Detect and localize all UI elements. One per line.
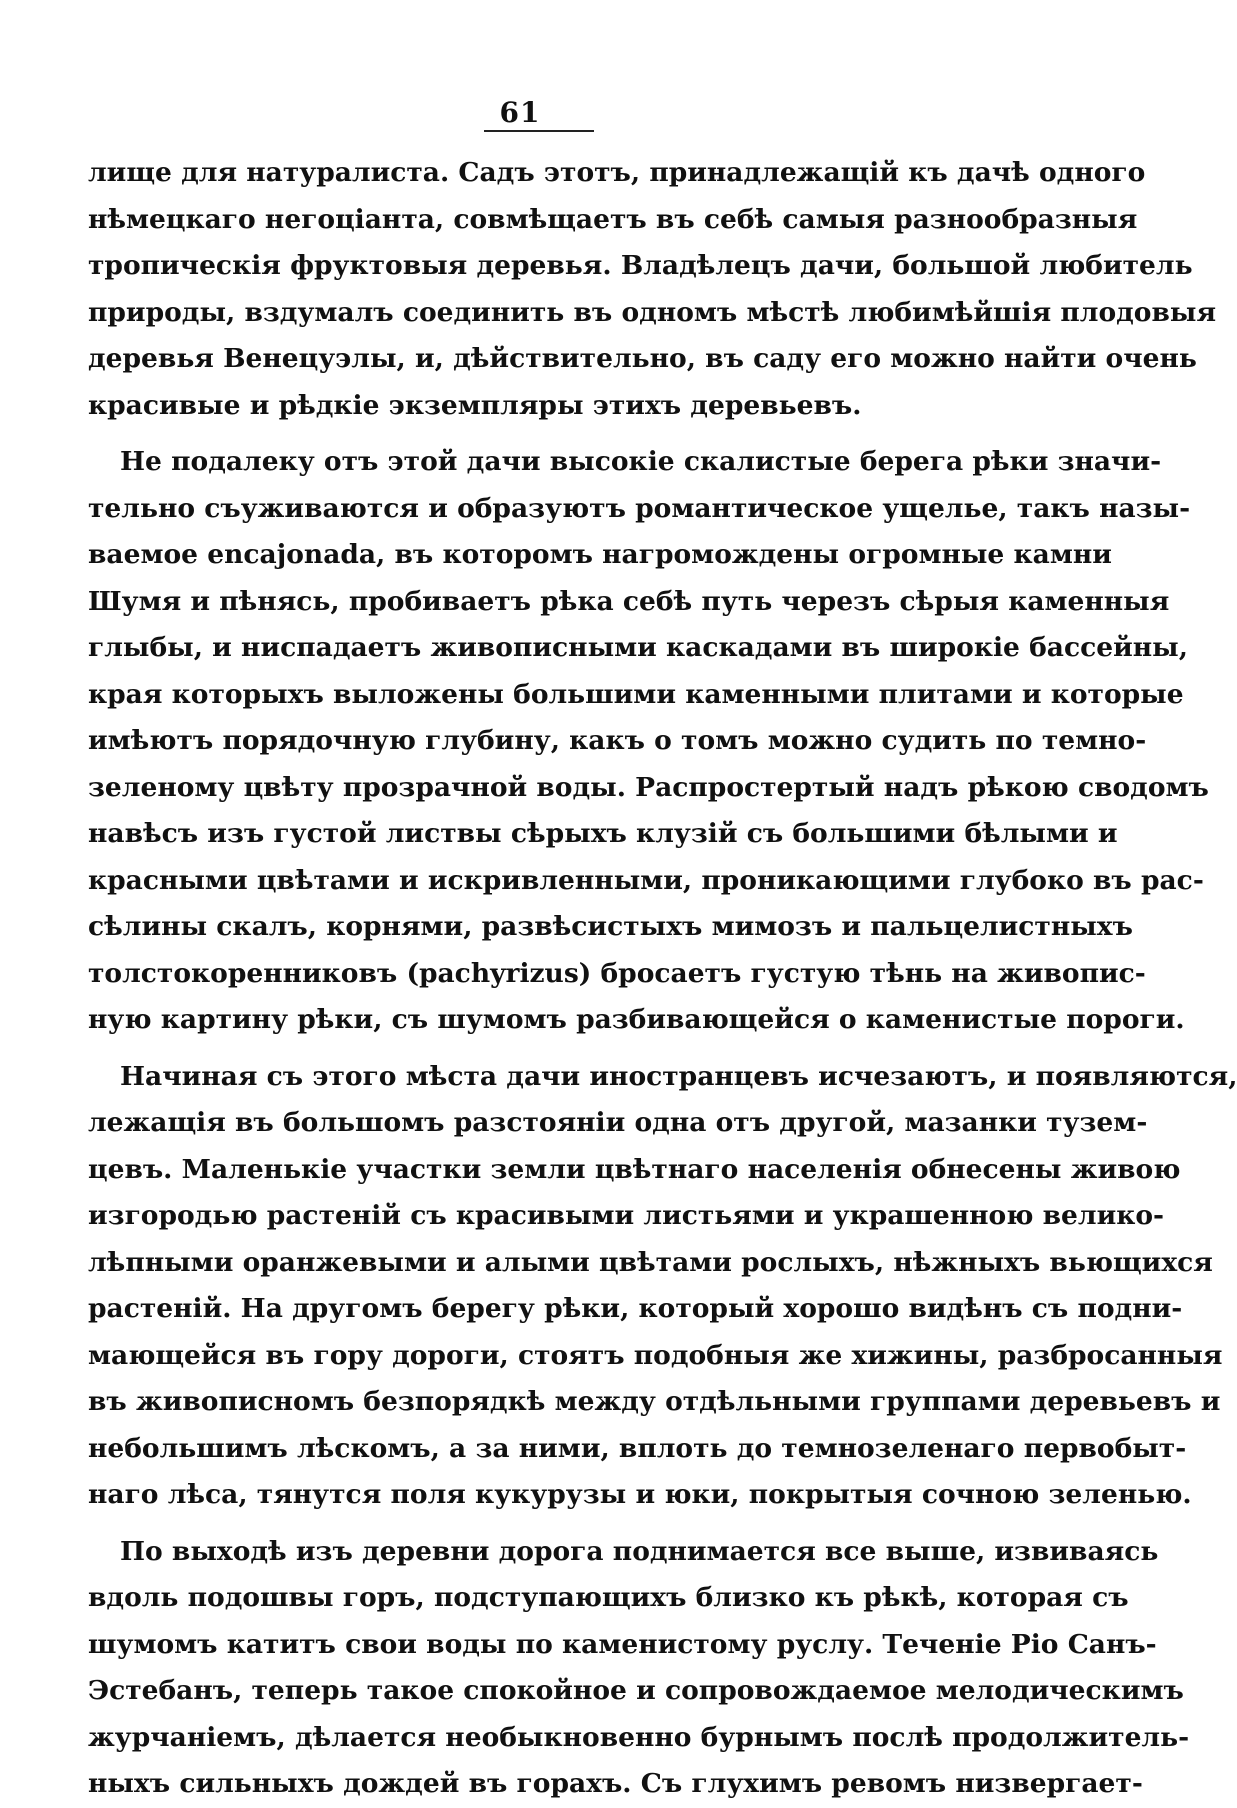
text-line: зеленому цвѣту прозрачной воды. Распростертый надъ рѣкою сводомъ bbox=[88, 771, 1209, 803]
text-line: красными цвѣтами и искривленными, проникающими глубоко въ рас- bbox=[88, 864, 1204, 896]
text-line: толстокоренниковъ (pachyrizus) бросаетъ густую тѣнь на живопис- bbox=[88, 957, 1146, 989]
text-line: глыбы, и ниспадаетъ живописными каскадами въ широкіе бассейны, bbox=[88, 632, 1188, 663]
text-line: природы, вздумалъ соединить въ одномъ мѣстѣ любимѣйшія плодовыя bbox=[88, 296, 1217, 328]
text-line: тропическія фруктовыя деревья. Владѣлецъ дачи, большой любитель bbox=[88, 250, 1193, 281]
text-line: красивые и рѣдкіе экземпляры этихъ деревьевъ. bbox=[88, 389, 862, 421]
text-line: небольшимъ лѣскомъ, а за ними, вплоть до темнозеленаго первобыт- bbox=[88, 1432, 1187, 1464]
text-line: въ живописномъ безпорядкѣ между отдѣльными группами деревьевъ и bbox=[88, 1386, 1221, 1417]
text-line: шумомъ катитъ свои воды по каменистому руслу. Теченіе Ріо Санъ- bbox=[88, 1628, 1157, 1660]
page-number-rule bbox=[484, 130, 594, 132]
text-line: края которыхъ выложены большими каменными плитами и которые bbox=[88, 678, 1184, 710]
text-line: деревья Венецуэлы, и, дѣйствительно, въ саду его можно найти очень bbox=[88, 343, 1197, 374]
text-line: По выходѣ изъ деревни дорога поднимается все выше, извиваясь bbox=[120, 1535, 1159, 1567]
text-line: нѣмецкаго негоціанта, совмѣщаетъ въ себѣ самыя разнообразныя bbox=[88, 203, 1138, 235]
text-line: ваемое encajonada, въ которомъ нагромождены огромные камни bbox=[88, 539, 1112, 570]
text-line: лежащія въ большомъ разстояніи одна отъ другой, мазанки тузем- bbox=[88, 1107, 1148, 1138]
text-line: журчаніемъ, дѣлается необыкновенно бурнымъ послѣ продолжитель- bbox=[88, 1721, 1190, 1753]
text-line: Эстебанъ, теперь такое спокойное и сопровождаемое мелодическимъ bbox=[88, 1675, 1184, 1706]
paragraph-2 bbox=[88, 439, 1209, 1044]
paragraph-3 bbox=[88, 1054, 1237, 1519]
text-line: ную картину рѣки, съ шумомъ разбивающейся о каменистые пороги. bbox=[88, 1004, 1185, 1035]
paragraph-4 bbox=[88, 1529, 1190, 1808]
text-line: растеній. На другомъ берегу рѣки, который хорошо видѣнъ съ подни- bbox=[88, 1293, 1183, 1324]
text-line: Не подалеку отъ этой дачи высокіе скалистые берега рѣки значи- bbox=[120, 446, 1162, 477]
text-line: лѣпными оранжевыми и алыми цвѣтами рослыхъ, нѣжныхъ вьющихся bbox=[88, 1246, 1213, 1278]
text-line: Начиная съ этого мѣста дачи иностранцевъ исчезаютъ, и появляются, bbox=[120, 1060, 1237, 1092]
text-line: цевъ. Маленькіе участки земли цвѣтнаго населенія обнесены живою bbox=[88, 1153, 1181, 1185]
text-line: изгородью растеній съ красивыми листьями и украшенною велико- bbox=[88, 1200, 1165, 1231]
text-line: тельно съуживаются и образуютъ романтическое ущелье, такъ назы- bbox=[88, 492, 1191, 524]
text-line: лище для натуралиста. Садъ этотъ, принадлежащій къ дачѣ одного bbox=[88, 157, 1146, 188]
page-number: 61 bbox=[499, 96, 541, 129]
text-line: мающейся въ гору дороги, стоятъ подобныя же хижины, разбросанныя bbox=[88, 1339, 1223, 1371]
body-text bbox=[88, 150, 1237, 1808]
text-line: вдоль подошвы горъ, подступающихъ близко къ рѣкѣ, которая съ bbox=[88, 1582, 1129, 1613]
paragraph-1 bbox=[88, 150, 1217, 429]
text-line: имѣютъ порядочную глубину, какъ о томъ можно судить по темно- bbox=[88, 725, 1147, 756]
text-line: Шумя и пѣнясь, пробиваетъ рѣка себѣ путь черезъ сѣрыя каменныя bbox=[88, 585, 1170, 617]
text-line: сѣлины скалъ, корнями, развѣсистыхъ мимозъ и пальцелистныхъ bbox=[88, 911, 1133, 942]
text-line: ныхъ сильныхъ дождей въ горахъ. Съ глухимъ ревомъ низвергает- bbox=[88, 1768, 1143, 1799]
text-line: наго лѣса, тянутся поля кукурузы и юки, покрытыя сочною зеленью. bbox=[88, 1479, 1192, 1510]
text-line: навѣсъ изъ густой листвы сѣрыхъ клузій съ большими бѣлыми и bbox=[88, 818, 1118, 849]
